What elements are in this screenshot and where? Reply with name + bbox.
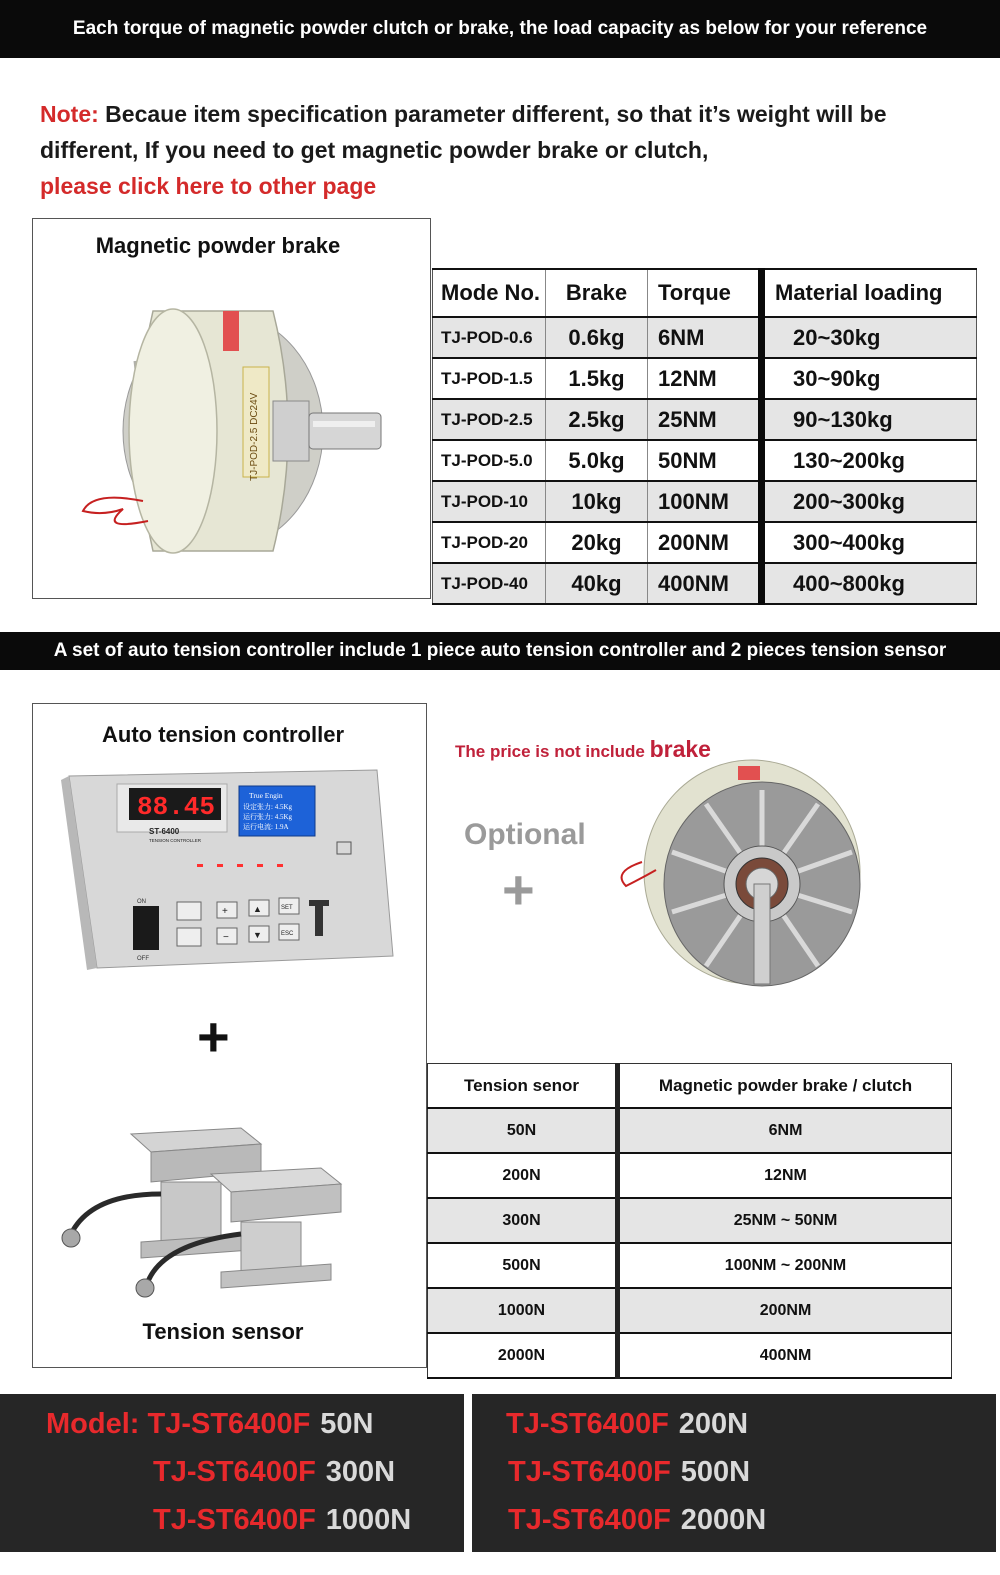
- cell-brake: 10kg: [546, 481, 648, 522]
- model-size: 1000N: [325, 1504, 412, 1536]
- cell-brake: 20kg: [546, 522, 648, 563]
- cell-torque: 50NM: [648, 440, 762, 481]
- header-brake: Brake: [546, 269, 648, 317]
- cell-torque: 12NM: [648, 358, 762, 399]
- cell-sensor: 50N: [428, 1108, 618, 1153]
- cell-brake: 5.0kg: [546, 440, 648, 481]
- controller-panel: [32, 703, 427, 1368]
- spec-table-header: [433, 269, 977, 317]
- cell-model: TJ-POD-1.5: [433, 358, 546, 399]
- model-size: 50N: [320, 1408, 374, 1440]
- top-banner-text: Each torque of magnetic powder clutch or brake, the load capacity as below for your reference: [72, 18, 928, 39]
- note-label: Note:: [40, 101, 99, 127]
- table-row: [428, 1333, 952, 1378]
- table-row: [433, 399, 977, 440]
- table-row: [428, 1198, 952, 1243]
- cell-brake: 2.5kg: [546, 399, 648, 440]
- cell-material: 400~800kg: [762, 563, 977, 604]
- header-mode-no: Mode No.: [433, 269, 546, 317]
- cell-material: 30~90kg: [762, 358, 977, 399]
- brake-spec-table: [432, 268, 977, 605]
- cell-material: 130~200kg: [762, 440, 977, 481]
- model-size: 200N: [678, 1408, 749, 1440]
- plus-icon: +: [197, 1005, 230, 1068]
- device-subtitle: TENSION CONTROLLER: [149, 838, 202, 843]
- display-value: 88.45: [137, 792, 216, 822]
- cell-material: 90~130kg: [762, 399, 977, 440]
- other-page-link[interactable]: please click here to other page: [40, 173, 377, 199]
- model-name: TJ-ST6400F: [508, 1504, 671, 1536]
- middle-banner-text: A set of auto tension controller include 1 piece auto tension controller and 2 pieces tension sensor: [53, 640, 947, 661]
- plus-icon-grey: +: [502, 858, 535, 921]
- model-list-right: [472, 1394, 996, 1552]
- model-line: [508, 1504, 766, 1537]
- cell-torque: 100NM: [648, 481, 762, 522]
- magnetic-powder-brake-image: [73, 281, 403, 581]
- model-size: 300N: [325, 1456, 396, 1488]
- btn-esc: ESC: [281, 931, 294, 937]
- table-row: [428, 1108, 952, 1153]
- off-label: OFF: [137, 956, 149, 962]
- tension-table-header: [428, 1064, 952, 1109]
- cell-torque: 200NM: [618, 1288, 952, 1333]
- middle-banner: [0, 632, 1000, 670]
- cell-brake: 0.6kg: [546, 317, 648, 358]
- table-row: [433, 481, 977, 522]
- model-name: TJ-ST6400F: [153, 1456, 316, 1488]
- cell-sensor: 1000N: [428, 1288, 618, 1333]
- tension-sensor-image: [61, 1124, 361, 1304]
- model-size: 500N: [680, 1456, 751, 1488]
- table-row: [433, 358, 977, 399]
- header-material-loading: Material loading: [762, 269, 977, 317]
- cell-model: TJ-POD-5.0: [433, 440, 546, 481]
- btn-down: ▼: [253, 930, 262, 940]
- model-name: TJ-ST6400F: [153, 1504, 316, 1536]
- cell-torque: 400NM: [648, 563, 762, 604]
- cell-sensor: 200N: [428, 1153, 618, 1198]
- cell-torque: 25NM: [648, 399, 762, 440]
- header-tension-sensor: Tension senor: [428, 1064, 618, 1109]
- brake-panel-title: Magnetic powder brake: [95, 233, 341, 258]
- header-brake-clutch: Magnetic powder brake / clutch: [618, 1064, 952, 1109]
- optional-brake-image: [612, 752, 872, 1002]
- cell-brake: 1.5kg: [546, 358, 648, 399]
- model-line: [46, 1408, 374, 1441]
- btn-up: ▲: [253, 904, 262, 914]
- price-note-emphasis: brake: [649, 736, 711, 762]
- table-row: [433, 317, 977, 358]
- brake-panel: [32, 218, 431, 599]
- device-model: ST-6400: [149, 827, 180, 836]
- model-line: [153, 1456, 395, 1489]
- cell-material: 20~30kg: [762, 317, 977, 358]
- top-banner: [0, 0, 1000, 58]
- cell-torque: 100NM ~ 200NM: [618, 1243, 952, 1288]
- model-name: TJ-ST6400F: [508, 1456, 671, 1488]
- lcd-line-3: 运行张力: 4.5Kg: [243, 813, 292, 821]
- cell-material: 200~300kg: [762, 481, 977, 522]
- cell-torque: 25NM ~ 50NM: [618, 1198, 952, 1243]
- cell-sensor: 300N: [428, 1198, 618, 1243]
- model-line: [153, 1504, 411, 1537]
- cell-torque: 12NM: [618, 1153, 952, 1198]
- cell-model: TJ-POD-10: [433, 481, 546, 522]
- model-line: [508, 1456, 750, 1489]
- model-list-left: [0, 1394, 464, 1552]
- cell-torque: 6NM: [618, 1108, 952, 1153]
- cell-torque: 200NM: [648, 522, 762, 563]
- price-note-prefix: The price is not include: [455, 742, 650, 761]
- model-name: TJ-ST6400F: [506, 1408, 669, 1440]
- table-row: [428, 1288, 952, 1333]
- model-prefix: Model:: [46, 1408, 148, 1440]
- lcd-line-2: 设定张力: 4.5Kg: [243, 803, 292, 811]
- cell-brake: 40kg: [546, 563, 648, 604]
- lcd-line-4: 运行电流: 1.9A: [243, 823, 289, 831]
- tension-controller-image: [57, 766, 397, 976]
- cell-sensor: 500N: [428, 1243, 618, 1288]
- btn-minus: −: [223, 932, 229, 943]
- cell-model: TJ-POD-20: [433, 522, 546, 563]
- header-torque: Torque: [648, 269, 762, 317]
- cell-material: 300~400kg: [762, 522, 977, 563]
- table-row: [428, 1153, 952, 1198]
- btn-plus: +: [222, 906, 228, 917]
- on-label: ON: [137, 899, 146, 905]
- model-line: [506, 1408, 748, 1441]
- cell-model: TJ-POD-0.6: [433, 317, 546, 358]
- cell-torque: 6NM: [648, 317, 762, 358]
- note-paragraph: [40, 96, 960, 204]
- cell-sensor: 2000N: [428, 1333, 618, 1378]
- tension-sensor-label: Tension sensor: [142, 1319, 304, 1344]
- btn-set: SET: [281, 905, 293, 911]
- table-row: [433, 440, 977, 481]
- model-size: 2000N: [680, 1504, 767, 1536]
- table-row: [433, 522, 977, 563]
- product-label: TJ-POD-2.5 DC24V: [249, 392, 260, 481]
- optional-label: Optional: [464, 818, 586, 851]
- lcd-line-1: True Engin: [249, 791, 283, 800]
- controller-panel-title: Auto tension controller: [102, 722, 344, 747]
- model-name: TJ-ST6400F: [147, 1408, 311, 1440]
- tension-table: [427, 1063, 952, 1379]
- cell-torque: 400NM: [618, 1333, 952, 1378]
- cell-model: TJ-POD-40: [433, 563, 546, 604]
- note-text: Becaue item specification parameter different, so that it’s weight will be different, If you need to get magnetic powder brake or clutch,: [40, 101, 887, 163]
- cell-model: TJ-POD-2.5: [433, 399, 546, 440]
- table-row: [433, 563, 977, 604]
- table-row: [428, 1243, 952, 1288]
